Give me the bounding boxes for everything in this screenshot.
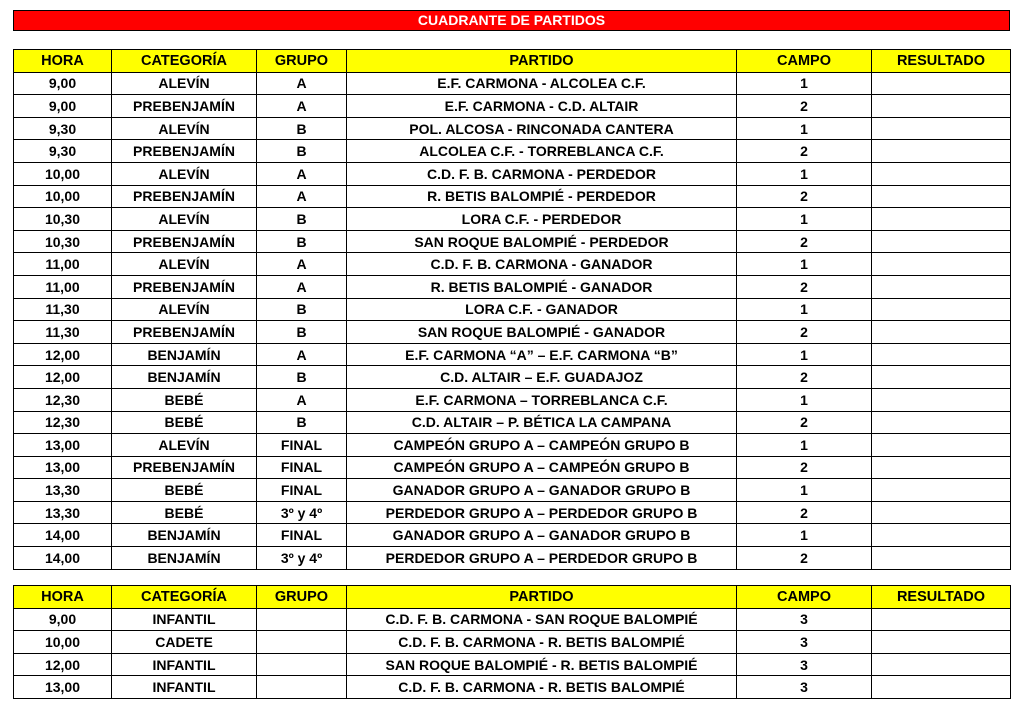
table-row [14,253,1011,276]
table-row [14,230,1011,253]
categoria-cell: PREBENJAMÍN [112,140,257,163]
grupo-cell [257,653,347,676]
resultado-cell [872,501,1011,524]
categoria-cell: PREBENJAMÍN [112,321,257,344]
categoria-cell: PREBENJAMÍN [112,95,257,118]
header-hora: HORA [14,50,112,73]
categoria-cell: INFANTIL [112,608,257,631]
categoria-cell: ALEVÍN [112,117,257,140]
categoria-cell: BEBÉ [112,479,257,502]
categoria-cell: ALEVÍN [112,208,257,231]
partido-cell: SAN ROQUE BALOMPIÉ - GANADOR [347,321,737,344]
grupo-cell: 3º y 4º [257,501,347,524]
partido-cell: GANADOR GRUPO A – GANADOR GRUPO B [347,524,737,547]
hora-cell: 13,00 [14,456,112,479]
table-row [14,140,1011,163]
header-row [14,50,1011,73]
hora-cell: 10,00 [14,162,112,185]
campo-cell: 2 [737,547,872,570]
resultado-cell [872,95,1011,118]
campo-cell: 1 [737,208,872,231]
campo-cell: 2 [737,501,872,524]
partido-cell: C.D. F. B. CARMONA - R. BETIS BALOMPIÉ [347,631,737,654]
header-grupo: GRUPO [257,586,347,609]
resultado-cell [872,524,1011,547]
partido-cell: ALCOLEA C.F. - TORREBLANCA C.F. [347,140,737,163]
campo-cell: 3 [737,653,872,676]
grupo-cell [257,676,347,699]
grupo-cell: B [257,298,347,321]
table-row [14,95,1011,118]
grupo-cell: A [257,275,347,298]
grupo-cell: B [257,230,347,253]
campo-cell: 1 [737,298,872,321]
grupo-cell: 3º y 4º [257,547,347,570]
grupo-cell: FINAL [257,434,347,457]
categoria-cell: ALEVÍN [112,162,257,185]
hora-cell: 12,30 [14,388,112,411]
partido-cell: E.F. CARMONA - C.D. ALTAIR [347,95,737,118]
resultado-cell [872,275,1011,298]
resultado-cell [872,479,1011,502]
grupo-cell: A [257,253,347,276]
hora-cell: 11,00 [14,253,112,276]
resultado-cell [872,298,1011,321]
categoria-cell: BENJAMÍN [112,524,257,547]
partido-cell: LORA C.F. - GANADOR [347,298,737,321]
grupo-cell: B [257,411,347,434]
categoria-cell: INFANTIL [112,653,257,676]
grupo-cell: FINAL [257,479,347,502]
partido-cell: C.D. ALTAIR – E.F. GUADAJOZ [347,366,737,389]
partido-cell: SAN ROQUE BALOMPIÉ - R. BETIS BALOMPIÉ [347,653,737,676]
hora-cell: 10,30 [14,230,112,253]
table-row [14,366,1011,389]
campo-cell: 3 [737,631,872,654]
partido-cell: C.D. F. B. CARMONA - GANADOR [347,253,737,276]
grupo-cell: A [257,162,347,185]
hora-cell: 14,00 [14,547,112,570]
table-row [14,608,1011,631]
table-row [14,298,1011,321]
hora-cell: 9,00 [14,608,112,631]
grupo-cell: B [257,140,347,163]
header-resultado: RESULTADO [872,586,1011,609]
campo-cell: 1 [737,253,872,276]
hora-cell: 10,30 [14,208,112,231]
hora-cell: 9,30 [14,117,112,140]
hora-cell: 13,00 [14,434,112,457]
categoria-cell: INFANTIL [112,676,257,699]
hora-cell: 13,30 [14,501,112,524]
categoria-cell: BENJAMÍN [112,343,257,366]
partido-cell: E.F. CARMONA “A” – E.F. CARMONA “B” [347,343,737,366]
grupo-cell: B [257,366,347,389]
resultado-cell [872,388,1011,411]
hora-cell: 11,00 [14,275,112,298]
partido-cell: C.D. F. B. CARMONA - SAN ROQUE BALOMPIÉ [347,608,737,631]
hora-cell: 12,00 [14,343,112,366]
table-row [14,388,1011,411]
hora-cell: 11,30 [14,321,112,344]
matches-table [13,49,1011,570]
table-row [14,653,1011,676]
campo-cell: 2 [737,95,872,118]
campo-cell: 1 [737,343,872,366]
header-resultado: RESULTADO [872,50,1011,73]
resultado-cell [872,72,1011,95]
partido-cell: PERDEDOR GRUPO A – PERDEDOR GRUPO B [347,547,737,570]
table-row [14,434,1011,457]
resultado-cell [872,456,1011,479]
table-row [14,275,1011,298]
table-row [14,162,1011,185]
partido-cell: POL. ALCOSA - RINCONADA CANTERA [347,117,737,140]
hora-cell: 9,30 [14,140,112,163]
resultado-cell [872,676,1011,699]
resultado-cell [872,434,1011,457]
hora-cell: 10,00 [14,631,112,654]
resultado-cell [872,185,1011,208]
header-campo: CAMPO [737,586,872,609]
resultado-cell [872,411,1011,434]
categoria-cell: CADETE [112,631,257,654]
partido-cell: C.D. F. B. CARMONA - R. BETIS BALOMPIÉ [347,676,737,699]
hora-cell: 14,00 [14,524,112,547]
campo-cell: 1 [737,72,872,95]
partido-cell: GANADOR GRUPO A – GANADOR GRUPO B [347,479,737,502]
campo-cell: 2 [737,230,872,253]
campo-cell: 2 [737,456,872,479]
header-categoria: CATEGORÍA [112,50,257,73]
campo-cell: 2 [737,321,872,344]
hora-cell: 12,30 [14,411,112,434]
resultado-cell [872,366,1011,389]
categoria-cell: ALEVÍN [112,72,257,95]
categoria-cell: BEBÉ [112,501,257,524]
grupo-cell: B [257,321,347,344]
campo-cell: 2 [737,411,872,434]
table-row [14,185,1011,208]
resultado-cell [872,253,1011,276]
resultado-cell [872,140,1011,163]
grupo-cell [257,631,347,654]
categoria-cell: BENJAMÍN [112,547,257,570]
hora-cell: 11,30 [14,298,112,321]
grupo-cell: B [257,208,347,231]
campo-cell: 3 [737,608,872,631]
categoria-cell: ALEVÍN [112,434,257,457]
grupo-cell: B [257,117,347,140]
table-row [14,456,1011,479]
campo-cell: 2 [737,275,872,298]
table-row [14,411,1011,434]
header-categoria: CATEGORÍA [112,586,257,609]
campo-cell: 1 [737,117,872,140]
resultado-cell [872,631,1011,654]
partido-cell: E.F. CARMONA - ALCOLEA C.F. [347,72,737,95]
hora-cell: 13,30 [14,479,112,502]
page-title: CUADRANTE DE PARTIDOS [13,10,1010,31]
header-campo: CAMPO [737,50,872,73]
resultado-cell [872,230,1011,253]
partido-cell: C.D. ALTAIR – P. BÉTICA LA CAMPANA [347,411,737,434]
partido-cell: R. BETIS BALOMPIÉ - PERDEDOR [347,185,737,208]
resultado-cell [872,547,1011,570]
campo-cell: 2 [737,185,872,208]
partido-cell: PERDEDOR GRUPO A – PERDEDOR GRUPO B [347,501,737,524]
grupo-cell: A [257,343,347,366]
partido-cell: SAN ROQUE BALOMPIÉ - PERDEDOR [347,230,737,253]
resultado-cell [872,321,1011,344]
hora-cell: 9,00 [14,72,112,95]
header-partido: PARTIDO [347,586,737,609]
partido-cell: E.F. CARMONA – TORREBLANCA C.F. [347,388,737,411]
resultado-cell [872,343,1011,366]
table-row [14,117,1011,140]
partido-cell: C.D. F. B. CARMONA - PERDEDOR [347,162,737,185]
partido-cell: CAMPEÓN GRUPO A – CAMPEÓN GRUPO B [347,434,737,457]
header-hora: HORA [14,586,112,609]
table-row [14,501,1011,524]
partido-cell: R. BETIS BALOMPIÉ - GANADOR [347,275,737,298]
grupo-cell [257,608,347,631]
table-row [14,631,1011,654]
categoria-cell: PREBENJAMÍN [112,230,257,253]
resultado-cell [872,117,1011,140]
campo-cell: 1 [737,388,872,411]
campo-cell: 1 [737,479,872,502]
categoria-cell: BEBÉ [112,411,257,434]
hora-cell: 10,00 [14,185,112,208]
header-partido: PARTIDO [347,50,737,73]
table-row [14,676,1011,699]
categoria-cell: PREBENJAMÍN [112,185,257,208]
grupo-cell: FINAL [257,456,347,479]
table-row [14,479,1011,502]
secondary-matches-table [13,585,1011,699]
resultado-cell [872,208,1011,231]
campo-cell: 1 [737,162,872,185]
categoria-cell: PREBENJAMÍN [112,456,257,479]
grupo-cell: A [257,72,347,95]
grupo-cell: A [257,185,347,208]
header-row [14,586,1011,609]
table-row [14,208,1011,231]
hora-cell: 13,00 [14,676,112,699]
table-row [14,72,1011,95]
campo-cell: 2 [737,366,872,389]
categoria-cell: PREBENJAMÍN [112,275,257,298]
grupo-cell: FINAL [257,524,347,547]
hora-cell: 12,00 [14,366,112,389]
table-row [14,321,1011,344]
categoria-cell: BENJAMÍN [112,366,257,389]
table-row [14,547,1011,570]
categoria-cell: ALEVÍN [112,253,257,276]
partido-cell: LORA C.F. - PERDEDOR [347,208,737,231]
resultado-cell [872,162,1011,185]
resultado-cell [872,653,1011,676]
campo-cell: 1 [737,524,872,547]
hora-cell: 9,00 [14,95,112,118]
categoria-cell: ALEVÍN [112,298,257,321]
grupo-cell: A [257,388,347,411]
resultado-cell [872,608,1011,631]
campo-cell: 3 [737,676,872,699]
categoria-cell: BEBÉ [112,388,257,411]
table-row [14,343,1011,366]
campo-cell: 2 [737,140,872,163]
campo-cell: 1 [737,434,872,457]
header-grupo: GRUPO [257,50,347,73]
hora-cell: 12,00 [14,653,112,676]
table-row [14,524,1011,547]
grupo-cell: A [257,95,347,118]
partido-cell: CAMPEÓN GRUPO A – CAMPEÓN GRUPO B [347,456,737,479]
